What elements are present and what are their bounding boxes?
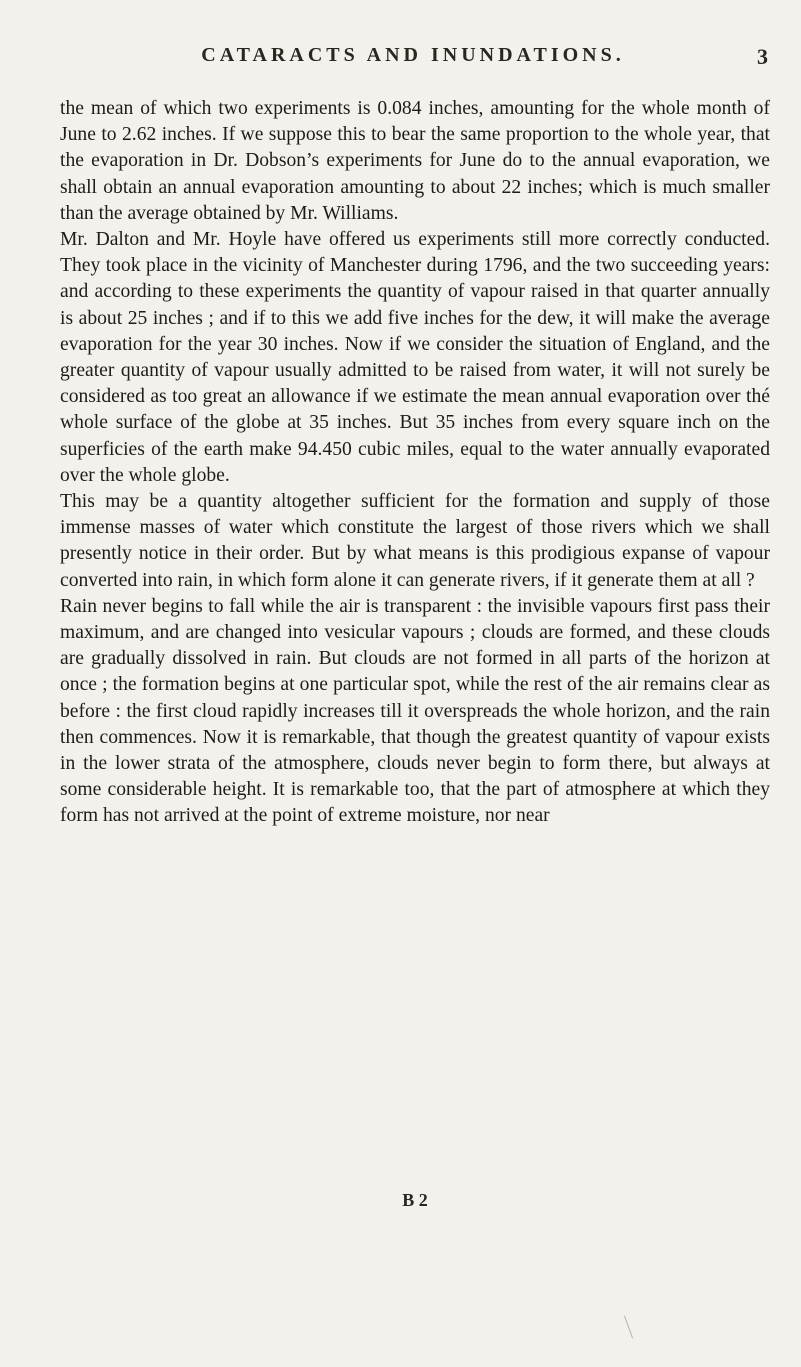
paragraph-4: Rain never begins to fall while the air is transparent : the invisible vapours first pass their maximum, and are changed into vesicular vapours ; clouds are formed, and these clouds are gradually dissolved in rain. But clouds are not formed in all parts of the horizon at once ; the formation begins at one particular spot, while the rest of the air remains clear as before : the first cloud rapidly increases till it overspreads the whole horizon, and the rain then commences. Now it is remarkable, that though the greatest quantity of vapour exists in the lower strata of the atmosphere, clouds never begin to form there, but always at some considerable height. It is remarkable too, that the part of atmosphere at which they form has not arrived at the point of extreme moisture, nor near bbox=[60, 595, 770, 827]
body-text bbox=[60, 96, 770, 830]
running-head: CATARACTS AND INUNDATIONS. bbox=[201, 44, 625, 66]
page-number: 3 bbox=[757, 44, 768, 69]
paragraph-2: Mr. Dalton and Mr. Hoyle have offered us experiments still more correctly conducted. They took place in the vicinity of Manchester during 1796, and the two succeeding years: and according to these experiments the quantity of vapour raised in that quarter annually is about 25 inches ; and if to this we add five inches for the dew, it will make the average evaporation for the year 30 inches. Now if we consider the situation of England, and the greater quantity of vapour usually admitted to be raised from water, it will not surely be considered as too great an allowance if we estimate the mean annual evaporation over thé whole surface of the globe at 35 inches. But 35 inches from every square inch on the superficies of the earth make 94.450 cubic miles, equal to the water annually evaporated over the whole globe. bbox=[60, 229, 770, 486]
signature-mark: B 2 bbox=[402, 1190, 428, 1210]
paragraph-1: the mean of which two experiments is 0.084 inches, amounting for the whole month of June to 2.62 inches. If we suppose this to bear the same proportion to the whole year, that the evaporation in Dr. Dobson’s experiments for June do to the annual evaporation, we shall obtain an annual evaporation amounting to about 22 inches; which is much smaller than the average obtained by Mr. Williams. bbox=[60, 98, 770, 224]
page-header bbox=[58, 44, 768, 80]
paper-fleck bbox=[624, 1316, 633, 1339]
paragraph-3: This may be a quantity altogether sufficient for the formation and supply of those immense masses of water which constitute the largest of those rivers which we shall presently notice in their order. But by what means is this prodigious expanse of vapour converted into rain, in which form alone it can generate rivers, if it generate them at all ? bbox=[60, 491, 770, 591]
